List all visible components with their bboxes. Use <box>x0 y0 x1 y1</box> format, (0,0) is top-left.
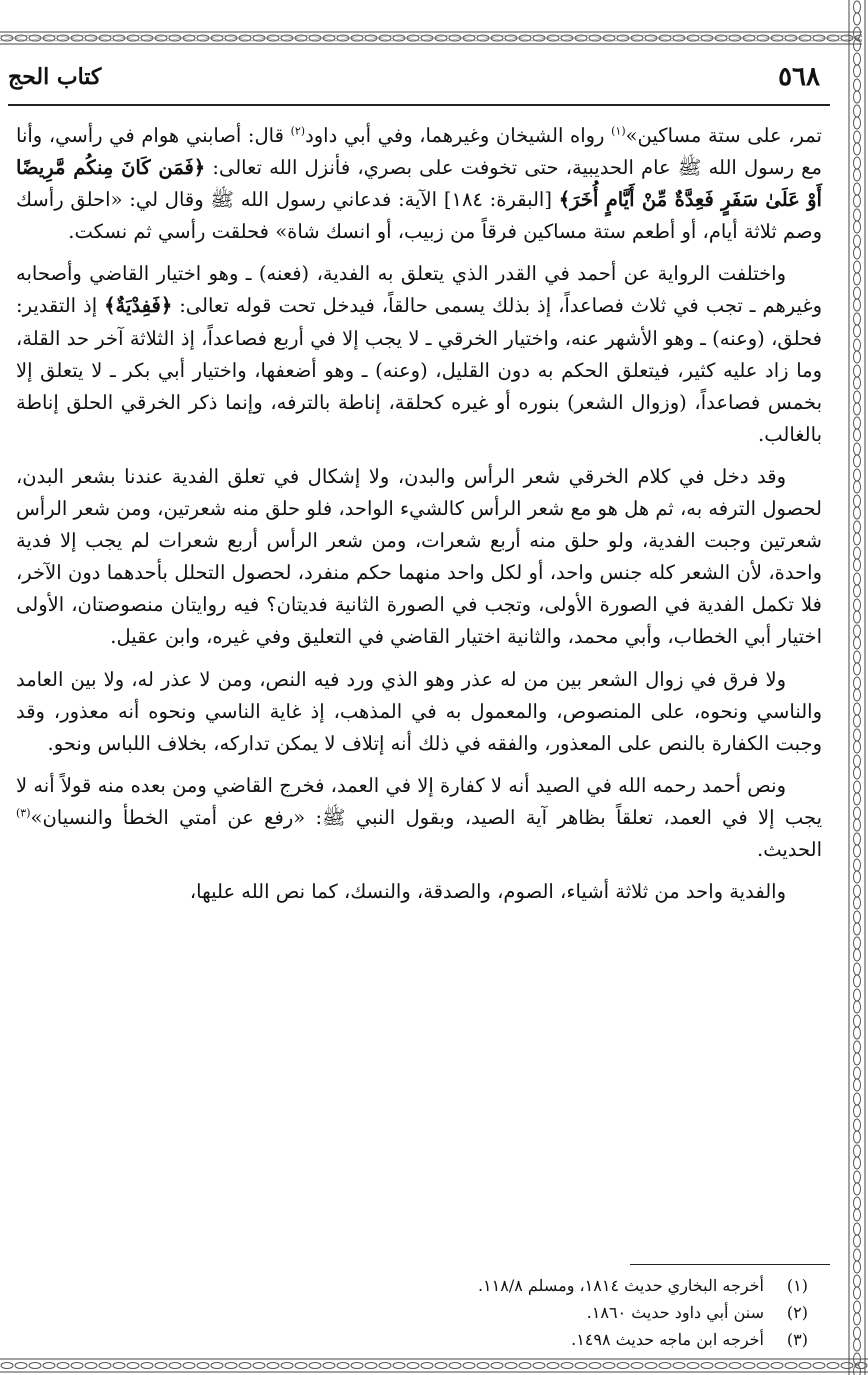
text-run: ونص أحمد رحمه الله في الصيد أنه لا كفارة إلا في العمد، فخرج القاضي ومن بعده منه قولاً أنه لا يجب إلا في العمد، تعلقاً بظاهر آية الصيد، وبقول النبي ﷺ: «رفع عن أمتي الخطأ والنسيان» <box>16 773 822 829</box>
paragraph-3: وقد دخل في كلام الخرقي شعر الرأس والبدن، ولا إشكال في تعلق الفدية عندنا بشعر البدن، لحصول الترفه به، ثم هل هو مع شعر الرأس كالشيء الواحد، فلو حلق منه شعرتين، ومن شعر الرأس شعرتين وجبت الفدية، ولو حلق منه أربع شعرات، ومن شعر الرأس أربع شعرات لم يجب إلا فدية واحدة، لأن الشعر كله جنس واحد، أو لكل واحد منهما حكم منفرد، لحصول التحلل بأحدهما دون الآخر، فلا تكمل الفدية في الصورة الأولى، وتجب في الصورة الثانية فديتان؟ فيه روايتان منصوصتان، الأولى اختيار أبي الخطاب، وأبي محمد، والثانية اختيار القاضي في التعليق وفي غيره، وابن عقيل. <box>16 464 822 649</box>
footnote-3 <box>16 1326 808 1353</box>
paragraph-4: ولا فرق في زوال الشعر بين من له عذر وهو الذي ورد فيه النص، ومن لا عذر له، ولا بين العامد والناسي ونحوه، على المنصوص، والمعمول به في المذهب، إذ غاية الناسي ونحوه أنه معذور، وقد وجبت الكفارة بالنص على المعذور، والفقه في ذلك أنه إتلاف لا يمكن تداركه، بخلاف اللباس ونحو. <box>16 667 822 755</box>
text-run: إذ التقدير: فحلق، (وعنه) ـ وهو الأشهر عنه، واختيار الخرقي ـ لا يجب إلا في أربع فصاعداً، إذ الثلاثة آخر حد القلة، وما زاد عليه كثير، فيتعلق الحكم به دون القليل، (وعنه) ـ وهو أضعفها، واختيار أبي بكر ـ لا يتعلق إلا بخمس فصاعداً، (وزوال الشعر) بنوره أو غيره كحلقة، إناطة بالترفه، وإنما ذكر الخرقي الحلق إناطة بالغالب. <box>16 294 822 446</box>
running-title: كتاب الحج <box>8 64 102 90</box>
footnote-number: (١) <box>786 1276 808 1295</box>
quran-verse: ﴿فَمَن كَانَ مِنكُم مَّرِيضًا أَوْ عَلَىٰ سَفَرٍ فَعِدَّةٌ مِّنْ أَيَّامٍ أُخَرَ﴾ <box>16 156 822 212</box>
text-run: رواه الشيخان وغيرهما، وفي أبي داود <box>305 124 612 147</box>
ornamental-border-right <box>846 0 868 1375</box>
footnote-ref-1: (١) <box>611 124 626 138</box>
paragraph-1 <box>16 120 822 248</box>
page-number: ٥٦٨ <box>778 62 820 92</box>
footnote-ref-3: (٣) <box>16 806 31 820</box>
header-rule <box>8 104 830 106</box>
text-run: [البقرة: ١٨٤] الآية: فدعاني رسول الله ﷺ وقال لي: «احلق رأسك وصم ثلاثة أيام، أو أطعم ستة مساكين فرقاً من زبيب، أو انسك شاة» فحلقت رأسي ثم نسكت. <box>16 188 822 244</box>
text-run: واختلفت الرواية عن أحمد في القدر الذي يتعلق به الفدية، (فعنه) ـ وهو اختيار القاضي وأصحابه وغيرهم ـ تجب في ثلاث فصاعداً، إذ بذلك يسمى حالقاً، فيدخل تحت قوله تعالى: <box>16 262 822 318</box>
ornamental-border-bottom <box>0 1356 868 1375</box>
text-run: قال: أصابني هوام في رأسي، وأنا مع رسول الله ﷺ عام الحديبية، حتى تخوفت على بصري، فأنزل الله تعالى: <box>16 124 822 180</box>
footnote-2 <box>16 1299 808 1326</box>
quran-verse: ﴿فَفِدْيَةٌ﴾ <box>104 294 173 318</box>
footnote-number: (٣) <box>786 1330 808 1349</box>
text-run: تمر، على ستة مساكين» <box>625 124 822 147</box>
paragraph-2 <box>16 258 822 451</box>
footnote-text: سنن أبي داود حديث ١٨٦٠. <box>586 1303 764 1322</box>
ornamental-border-top <box>0 0 862 46</box>
text-run: الحديث. <box>757 837 822 861</box>
footnotes <box>16 1272 808 1353</box>
footnote-text: أخرجه البخاري حديث ١٨١٤، ومسلم ١١٨/٨. <box>477 1276 764 1295</box>
paragraph-6: والفدية واحد من ثلاثة أشياء، الصوم، والصدقة، والنسك، كما نص الله عليها، <box>189 880 786 904</box>
paragraph-5 <box>16 770 822 866</box>
page-header <box>8 62 830 102</box>
footnote-rule <box>630 1264 830 1265</box>
main-text <box>16 120 822 918</box>
footnote-1 <box>16 1272 808 1299</box>
footnote-text: أخرجه ابن ماجه حديث ١٤٩٨. <box>571 1330 764 1349</box>
footnote-ref-2: (٢) <box>290 124 306 138</box>
footnote-number: (٢) <box>786 1303 808 1322</box>
